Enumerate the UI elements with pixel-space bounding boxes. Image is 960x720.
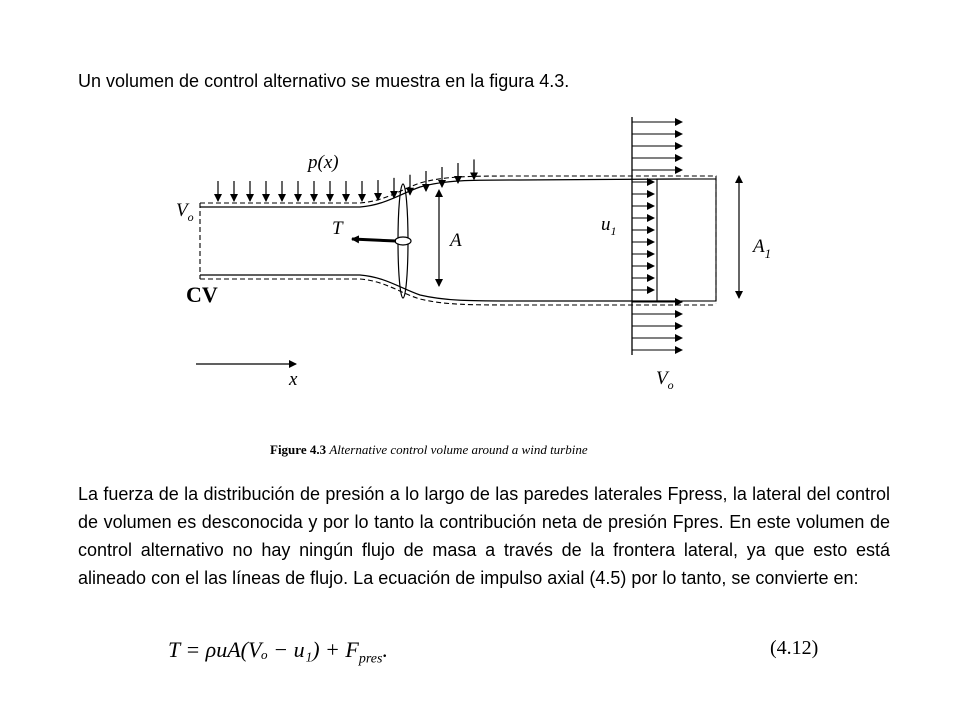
u1-label: $u_1$ [601,214,617,238]
v0-bottom-label: $V_o$ [656,368,674,392]
x-axis-label: x [289,369,298,390]
equation-suffix: . [382,637,388,662]
caption-text: Alternative control volume around a wind turbine [329,442,588,457]
equation-4-12 [168,637,388,667]
equation-subscript: pres [358,651,383,667]
pressure-label: p(x) [308,152,339,173]
equation-number: (4.12) [770,637,819,659]
area-1-label: $A_1$ [753,236,772,261]
control-volume-diagram [160,112,800,442]
v0-left-label: $V_o$ [176,200,194,224]
thrust-arrow [352,239,396,241]
body-paragraph: La fuerza de la distribución de presión a lo largo de las paredes laterales Fpress, la lateral del control de volumen es desconocida y por lo tanto la contribución neta de presión Fpres. En este volumen de control alternativo no hay ningún flujo de masa a través de la frontera lateral, ya que esto está alineado con el las líneas de flujo. La ecuación de impulso axial (4.5) por lo tanto, se convierte en: [78,484,890,588]
caption-label: Figure 4.3 [270,442,327,457]
figure-caption [270,442,588,458]
intro-paragraph: Un volumen de control alternativo se muestra en la figura 4.3. [78,71,570,91]
figure-4-3 [160,112,800,472]
exit-box [657,179,716,301]
cv-label: CV [186,282,218,307]
area-label: A [450,230,462,251]
thrust-label: T [332,218,343,239]
equation-expression: T = ρuA(Vₒ − u₁) + F [168,637,359,662]
rotor-hub [395,237,411,245]
pressure-arrows [218,159,474,201]
